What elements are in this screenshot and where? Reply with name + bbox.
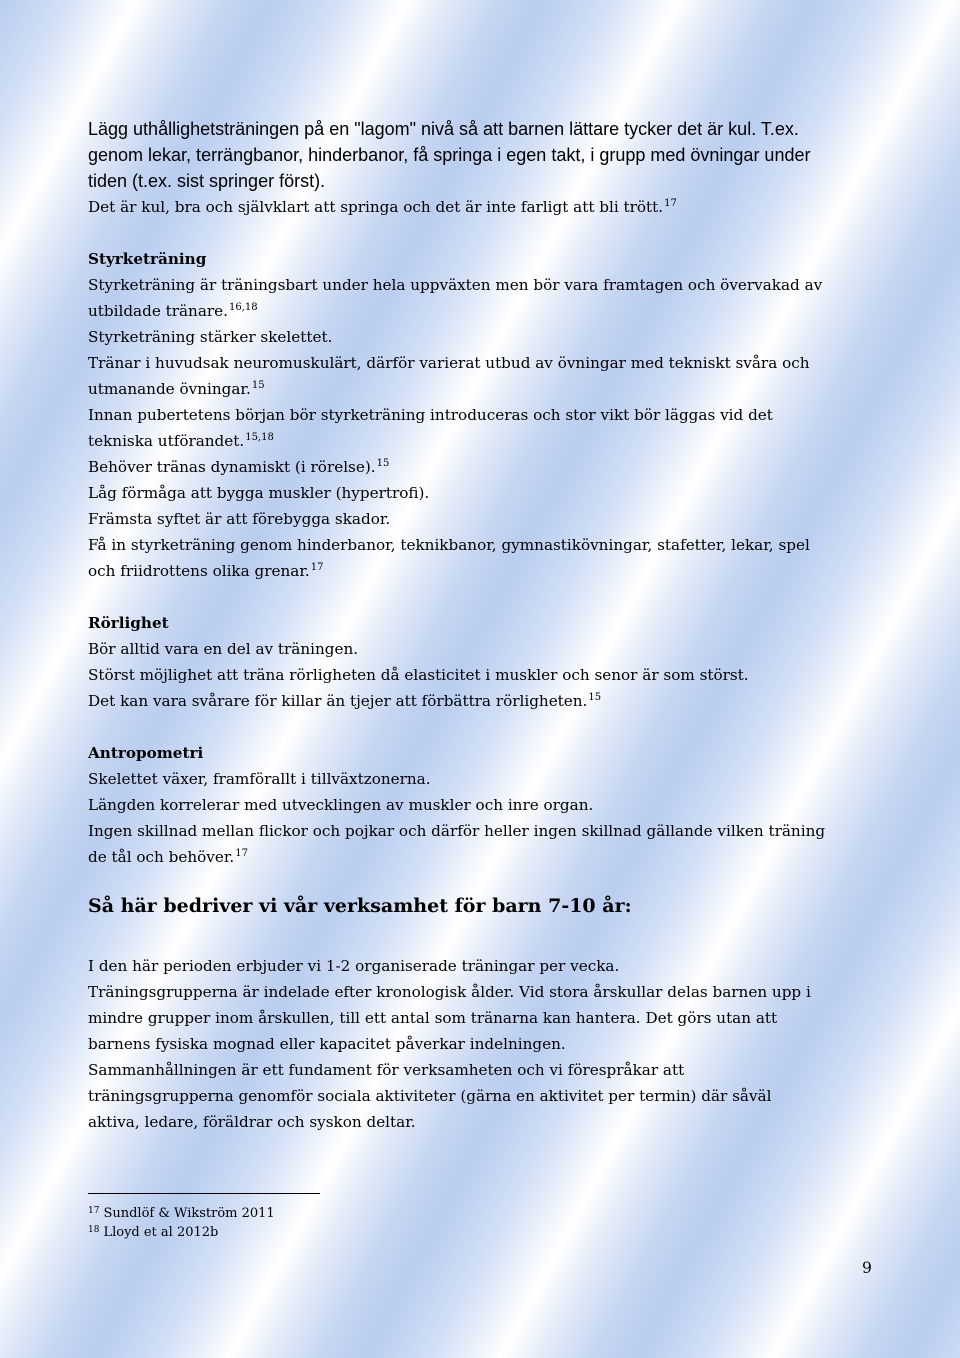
paragraph-line xyxy=(88,558,825,584)
footnote-text: Sundlöf & Wikström 2011 xyxy=(103,1206,275,1221)
footnote-number: 18 xyxy=(88,1225,100,1235)
paragraph-line xyxy=(88,194,825,220)
footnote-number: 17 xyxy=(88,1206,100,1216)
line-text: Lägg uthållighetsträningen på en "lagom" nivå så att barnen lättare tycker det är kul. T.ex. xyxy=(88,119,799,139)
line-text: Främsta syftet är att förebygga skador. xyxy=(88,510,391,528)
paragraph-line xyxy=(88,428,825,454)
line-text: barnens fysiska mognad eller kapacitet påverkar indelningen. xyxy=(88,1035,566,1053)
line-text: Träningsgrupperna är indelade efter kronologisk ålder. Vid stora årskullar delas barnen upp i xyxy=(88,983,811,1001)
footnote-reference: 15,18 xyxy=(245,432,274,443)
line-text: Det kan vara svårare för killar än tjejer att förbättra rörligheten. xyxy=(88,692,588,710)
paragraph-line xyxy=(88,1109,825,1135)
footnote-text: Lloyd et al 2012b xyxy=(103,1225,219,1240)
section-heading-mobility: Rörlighet xyxy=(88,614,169,632)
line-text: och friidrottens olika grenar. xyxy=(88,562,310,580)
line-text: Låg förmåga att bygga muskler (hypertrofi). xyxy=(88,484,430,502)
line-text: träningsgrupperna genomför sociala aktiviteter (gärna en aktivitet per termin) där såväl xyxy=(88,1087,772,1105)
footnote-reference: 15 xyxy=(251,380,265,391)
line-text: Sammanhållningen är ett fundament för verksamheten och vi förespråkar att xyxy=(88,1061,685,1079)
paragraph-line xyxy=(88,792,825,818)
paragraph-line xyxy=(88,766,825,792)
paragraph-line xyxy=(88,1005,825,1031)
line-text: Skelettet växer, framförallt i tillväxtzonerna. xyxy=(88,770,431,788)
paragraph-line xyxy=(88,116,825,142)
footnote-separator xyxy=(88,1193,320,1194)
paragraph-line xyxy=(88,142,825,168)
footnote-reference: 15 xyxy=(376,458,390,469)
line-text: Det är kul, bra och självklart att springa och det är inte farligt att bli trött. xyxy=(88,198,664,216)
line-text: Styrketräning stärker skelettet. xyxy=(88,328,333,346)
footnote xyxy=(88,1204,275,1223)
line-text: tiden (t.ex. sist springer först). xyxy=(88,171,326,191)
line-text: Tränar i huvudsak neuromuskulärt, därför varierat utbud av övningar med tekniskt svåra och xyxy=(88,354,810,372)
footnotes xyxy=(88,1204,275,1242)
line-text: Innan pubertetens början bör styrketräning introduceras och stor vikt bör läggas vid det xyxy=(88,406,773,424)
page-number: 9 xyxy=(862,1259,872,1277)
paragraph-line xyxy=(88,532,825,558)
paragraph-line xyxy=(88,662,825,688)
line-text: Bör alltid vara en del av träningen. xyxy=(88,640,359,658)
footnote xyxy=(88,1223,275,1242)
paragraph-line xyxy=(88,1057,825,1083)
paragraph-line xyxy=(88,454,825,480)
footnote-reference: 15 xyxy=(588,692,602,703)
line-text: utbildade tränare. xyxy=(88,302,228,320)
paragraph-line xyxy=(88,1083,825,1109)
line-text: genom lekar, terrängbanor, hinderbanor, få springa i egen takt, i grupp med övningar under xyxy=(88,145,811,165)
paragraph-line xyxy=(88,324,825,350)
line-text: Få in styrketräning genom hinderbanor, teknikbanor, gymnastikövningar, stafetter, lekar, spel xyxy=(88,536,810,554)
footnote-reference: 16,18 xyxy=(228,302,258,313)
paragraph-line xyxy=(88,818,825,844)
spacer xyxy=(88,584,825,610)
line-text: I den här perioden erbjuder vi 1-2 organiserade träningar per vecka. xyxy=(88,957,620,975)
footnote-reference: 17 xyxy=(664,198,677,209)
line-text: mindre grupper inom årskullen, till ett antal som tränarna kan hantera. Det görs utan att xyxy=(88,1009,778,1027)
line-text: de tål och behöver. xyxy=(88,848,235,866)
section-heading-ages-7-10: Så här bedriver vi vår verksamhet för barn 7-10 år: xyxy=(88,895,632,917)
paragraph-line xyxy=(88,376,825,402)
paragraph-line xyxy=(88,636,825,662)
section-heading-strength: Styrketräning xyxy=(88,250,207,268)
paragraph-line xyxy=(88,953,825,979)
paragraph-line xyxy=(88,688,825,714)
line-text: aktiva, ledare, föräldrar och syskon deltar. xyxy=(88,1113,416,1131)
paragraph-line xyxy=(88,480,825,506)
footnote-reference: 17 xyxy=(235,848,248,859)
paragraph-line xyxy=(88,402,825,428)
spacer xyxy=(88,714,825,740)
paragraph-line xyxy=(88,350,825,376)
paragraph-line xyxy=(88,506,825,532)
line-text: Längden korrelerar med utvecklingen av muskler och inre organ. xyxy=(88,796,594,814)
line-text: tekniska utförandet. xyxy=(88,432,245,450)
line-text: Styrketräning är träningsbart under hela uppväxten men bör vara framtagen och övervakad av xyxy=(88,276,823,294)
line-text: utmanande övningar. xyxy=(88,380,251,398)
footnote-reference: 17 xyxy=(310,562,324,573)
paragraph-line xyxy=(88,272,825,298)
paragraph-line xyxy=(88,298,825,324)
paragraph-line xyxy=(88,168,825,194)
paragraph-line xyxy=(88,979,825,1005)
spacer xyxy=(88,220,825,246)
paragraph-line xyxy=(88,844,825,870)
line-text: Behöver tränas dynamiskt (i rörelse). xyxy=(88,458,376,476)
document-body xyxy=(88,116,825,1135)
line-text: Ingen skillnad mellan flickor och pojkar och därför heller ingen skillnad gällande vilken träning xyxy=(88,822,826,840)
line-text: Störst möjlighet att träna rörligheten då elasticitet i muskler och senor är som störst. xyxy=(88,666,749,684)
section-heading-anthropometry: Antropometri xyxy=(88,744,204,762)
paragraph-line xyxy=(88,1031,825,1057)
